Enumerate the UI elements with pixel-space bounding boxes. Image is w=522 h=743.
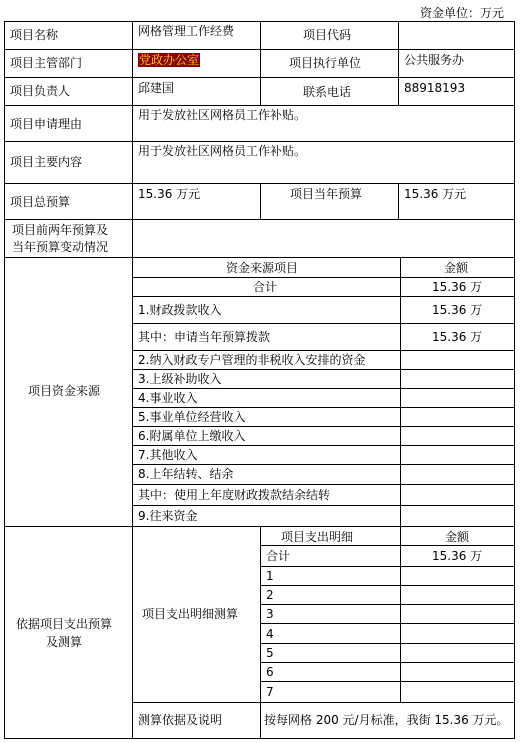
history-label-line1: 项目前两年预算及 <box>12 223 109 237</box>
project-name-label: 项目名称 <box>10 28 59 42</box>
funding-row-label: 9.往来资金 <box>138 509 198 523</box>
expense-section-label-line1: 依据项目支出预算 <box>16 617 113 631</box>
funding-row-label: 1.财政拨款收入 <box>138 303 222 317</box>
phone-label: 联系电话 <box>303 85 352 99</box>
reason-label: 项目申请理由 <box>10 117 83 131</box>
expense-row-label: 4 <box>266 627 274 641</box>
expense-col-item: 项目支出明细 <box>281 530 354 544</box>
phone-value: 88918193 <box>404 81 466 95</box>
owner-label: 项目负责人 <box>10 84 71 98</box>
history-label-line2: 当年预算变动情况 <box>12 240 109 254</box>
dept-label: 项目主管部门 <box>10 56 83 70</box>
funding-row-amount: 15.36 万 <box>432 280 483 294</box>
expense-row-label: 合计 <box>266 549 291 563</box>
dept-value <box>138 53 200 67</box>
funding-row-label: 6.附属单位上缴收入 <box>138 429 246 443</box>
budget-form <box>4 21 515 739</box>
expense-row-label: 1 <box>266 569 274 583</box>
basis-value: 按每网格 200 元/月标准，我街 15.36 万元。 <box>264 713 509 727</box>
expense-row-label: 2 <box>266 588 274 602</box>
unit-label: 资金单位：万元 <box>419 6 504 20</box>
funding-row-label: 5.事业单位经营收入 <box>138 410 246 424</box>
expense-row-label: 7 <box>266 685 274 699</box>
funding-row-amount: 15.36 万 <box>432 303 483 317</box>
funding-section-label: 项目资金来源 <box>28 384 101 398</box>
exec-unit-value: 公共服务办 <box>404 53 465 67</box>
funding-col-amount: 金额 <box>444 261 469 275</box>
funding-row-label: 合计 <box>253 280 278 294</box>
current-budget-value: 15.36 万元 <box>404 187 467 201</box>
expense-detail-label: 项目支出明细测算 <box>142 607 239 621</box>
expense-row-label: 5 <box>266 646 274 660</box>
content-label: 项目主要内容 <box>10 155 83 169</box>
funding-row-label: 3.上级补助收入 <box>138 372 222 386</box>
expense-row-label: 6 <box>266 665 274 679</box>
funding-row-label: 其中：使用上年度财政拨款结余结转 <box>138 488 331 502</box>
basis-label: 测算依据及说明 <box>138 713 223 727</box>
current-budget-label: 项目当年预算 <box>290 187 363 201</box>
project-code-label: 项目代码 <box>303 28 352 42</box>
funding-row-label: 8.上年结转、结余 <box>138 467 234 481</box>
funding-row-label: 4.事业收入 <box>138 391 198 405</box>
project-name-value: 网格管理工作经费 <box>138 24 235 38</box>
funding-row-amount: 15.36 万 <box>432 330 483 344</box>
expense-col-amount: 金额 <box>445 530 470 544</box>
funding-row-label: 7.其他收入 <box>138 448 198 462</box>
expense-section-label-line2: 及测算 <box>46 635 83 649</box>
total-budget-value: 15.36 万元 <box>138 187 201 201</box>
owner-value: 邱建国 <box>138 81 175 95</box>
dept-highlight: 党政办公室 <box>139 53 200 67</box>
funding-row-label: 其中：申请当年预算拨款 <box>138 330 271 344</box>
funding-row-label: 2.纳入财政专户管理的非税收入安排的资金 <box>138 353 366 367</box>
exec-unit-label: 项目执行单位 <box>289 56 362 70</box>
content-value: 用于发放社区网格员工作补贴。 <box>138 144 307 158</box>
funding-col-source: 资金来源项目 <box>226 261 299 275</box>
reason-value: 用于发放社区网格员工作补贴。 <box>138 108 307 122</box>
expense-row-amount: 15.36 万 <box>432 549 483 563</box>
total-budget-label: 项目总预算 <box>10 195 71 209</box>
expense-row-label: 3 <box>266 607 274 621</box>
